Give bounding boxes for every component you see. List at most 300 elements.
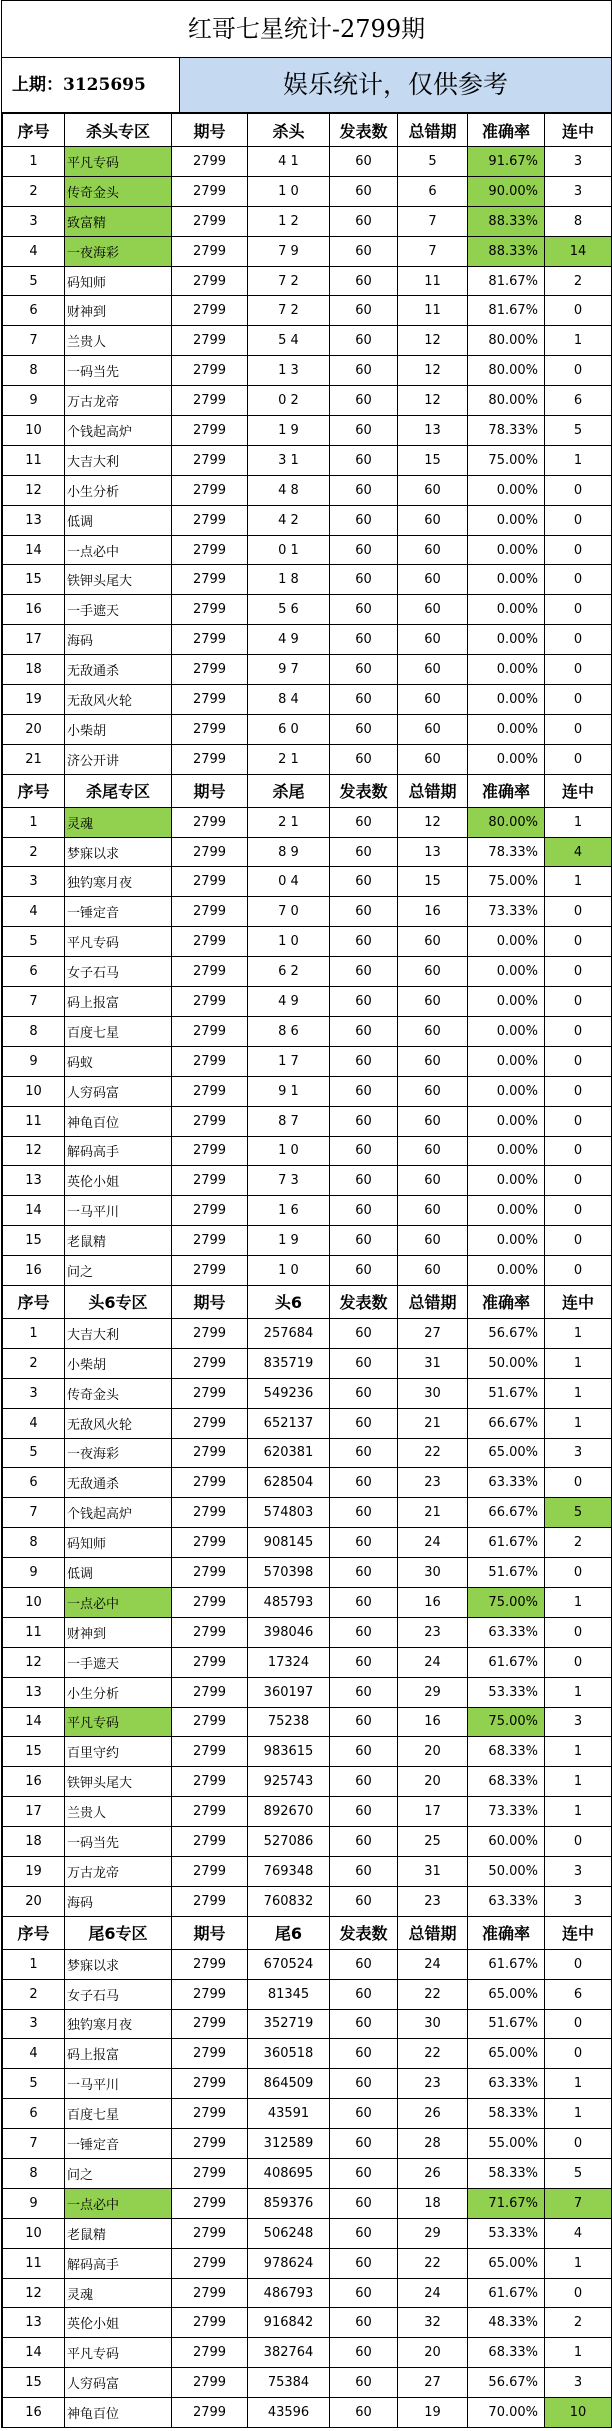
row-index: 11	[3, 1617, 65, 1647]
prediction: 312589	[248, 2129, 330, 2159]
issue-number: 2799	[172, 2398, 248, 2428]
predictor-name: 一点必中	[65, 2188, 172, 2218]
prediction: 75238	[248, 1707, 330, 1737]
prediction: 1 0	[248, 927, 330, 957]
win-streak: 0	[545, 356, 612, 386]
publish-count: 60	[330, 1617, 398, 1647]
win-streak: 0	[545, 957, 612, 987]
accuracy-rate: 0.00%	[468, 1136, 545, 1166]
prediction: 7 3	[248, 1166, 330, 1196]
accuracy-rate: 56.67%	[468, 1318, 545, 1348]
row-index: 16	[3, 1256, 65, 1286]
publish-count: 60	[330, 2368, 398, 2398]
publish-count: 60	[330, 416, 398, 446]
total-miss-count: 26	[398, 2099, 468, 2129]
total-miss-count: 60	[398, 714, 468, 744]
predictor-name: 百度七星	[65, 2099, 172, 2129]
prediction: 1 0	[248, 176, 330, 206]
prediction: 0 2	[248, 386, 330, 416]
win-streak: 1	[545, 2099, 612, 2129]
issue-number: 2799	[172, 807, 248, 837]
issue-number: 2799	[172, 655, 248, 685]
win-streak: 1	[545, 1587, 612, 1617]
win-streak: 0	[545, 1949, 612, 1979]
row-index: 7	[3, 987, 65, 1017]
table-row	[3, 2129, 612, 2159]
publish-count: 60	[330, 2009, 398, 2039]
publish-count: 60	[330, 475, 398, 505]
issue-number: 2799	[172, 1528, 248, 1558]
accuracy-rate: 63.33%	[468, 1886, 545, 1916]
prediction: 5 4	[248, 326, 330, 356]
predictor-name: 码上报富	[65, 987, 172, 1017]
total-miss-count: 60	[398, 1106, 468, 1136]
total-miss-count: 60	[398, 1016, 468, 1046]
publish-count: 60	[330, 1196, 398, 1226]
predictor-name: 低调	[65, 1558, 172, 1588]
row-index: 13	[3, 1677, 65, 1707]
accuracy-rate: 61.67%	[468, 1647, 545, 1677]
accuracy-rate: 75.00%	[468, 1587, 545, 1617]
win-streak: 0	[545, 565, 612, 595]
publish-count: 60	[330, 1256, 398, 1286]
row-index: 11	[3, 445, 65, 475]
accuracy-rate: 78.33%	[468, 416, 545, 446]
prediction: 7 9	[248, 236, 330, 266]
predictor-name: 无敌通杀	[65, 655, 172, 685]
total-miss-count: 20	[398, 1737, 468, 1767]
issue-number: 2799	[172, 326, 248, 356]
accuracy-rate: 80.00%	[468, 807, 545, 837]
table-row	[3, 2278, 612, 2308]
table-row	[3, 176, 612, 206]
column-header: 连中	[545, 1916, 612, 1949]
row-index: 15	[3, 1737, 65, 1767]
publish-count: 60	[330, 356, 398, 386]
predictor-name: 解码高手	[65, 1136, 172, 1166]
predictor-name: 老鼠精	[65, 2218, 172, 2248]
column-header: 总错期	[398, 1285, 468, 1318]
accuracy-rate: 0.00%	[468, 1046, 545, 1076]
accuracy-rate: 73.33%	[468, 897, 545, 927]
accuracy-rate: 0.00%	[468, 1016, 545, 1046]
predictor-name: 神龟百位	[65, 2398, 172, 2428]
win-streak: 0	[545, 2129, 612, 2159]
total-miss-count: 60	[398, 1256, 468, 1286]
table-row	[3, 356, 612, 386]
table-row	[3, 927, 612, 957]
issue-number: 2799	[172, 2278, 248, 2308]
issue-number: 2799	[172, 927, 248, 957]
publish-count: 60	[330, 386, 398, 416]
publish-count: 60	[330, 206, 398, 236]
table-row	[3, 595, 612, 625]
table-row	[3, 206, 612, 236]
total-miss-count: 11	[398, 266, 468, 296]
predictor-name: 女子石马	[65, 1979, 172, 2009]
predictor-name: 码蚁	[65, 1046, 172, 1076]
total-miss-count: 22	[398, 1979, 468, 2009]
row-index: 2	[3, 837, 65, 867]
table-row	[3, 1767, 612, 1797]
issue-number: 2799	[172, 714, 248, 744]
predictor-name: 济公开讲	[65, 744, 172, 774]
issue-number: 2799	[172, 1046, 248, 1076]
predictor-name: 百度七星	[65, 1016, 172, 1046]
column-header: 总错期	[398, 114, 468, 147]
predictor-name: 一点必中	[65, 1587, 172, 1617]
row-index: 12	[3, 1136, 65, 1166]
row-index: 14	[3, 1196, 65, 1226]
accuracy-rate: 0.00%	[468, 1226, 545, 1256]
win-streak: 0	[545, 2278, 612, 2308]
publish-count: 60	[330, 2188, 398, 2218]
accuracy-rate: 80.00%	[468, 356, 545, 386]
table-row	[3, 1016, 612, 1046]
accuracy-rate: 75.00%	[468, 445, 545, 475]
table-row	[3, 1166, 612, 1196]
accuracy-rate: 66.67%	[468, 1408, 545, 1438]
publish-count: 60	[330, 1737, 398, 1767]
win-streak: 3	[545, 1707, 612, 1737]
table-row	[3, 1196, 612, 1226]
predictor-name: 一锤定音	[65, 897, 172, 927]
table-row	[3, 1468, 612, 1498]
predictor-name: 码知师	[65, 266, 172, 296]
total-miss-count: 29	[398, 1677, 468, 1707]
prediction: 859376	[248, 2188, 330, 2218]
accuracy-rate: 58.33%	[468, 2159, 545, 2189]
row-index: 4	[3, 1408, 65, 1438]
row-index: 2	[3, 176, 65, 206]
win-streak: 3	[545, 176, 612, 206]
total-miss-count: 60	[398, 625, 468, 655]
row-index: 8	[3, 356, 65, 386]
table-row	[3, 2308, 612, 2338]
prediction: 360518	[248, 2039, 330, 2069]
accuracy-rate: 88.33%	[468, 206, 545, 236]
prediction: 925743	[248, 1767, 330, 1797]
row-index: 17	[3, 625, 65, 655]
row-index: 19	[3, 1856, 65, 1886]
publish-count: 60	[330, 625, 398, 655]
total-miss-count: 60	[398, 565, 468, 595]
prediction: 4 8	[248, 475, 330, 505]
accuracy-rate: 75.00%	[468, 1707, 545, 1737]
win-streak: 0	[545, 1106, 612, 1136]
accuracy-rate: 90.00%	[468, 176, 545, 206]
predictor-name: 问之	[65, 2159, 172, 2189]
total-miss-count: 20	[398, 2338, 468, 2368]
accuracy-rate: 53.33%	[468, 2218, 545, 2248]
prediction: 892670	[248, 1797, 330, 1827]
total-miss-count: 60	[398, 1046, 468, 1076]
row-index: 6	[3, 1468, 65, 1498]
publish-count: 60	[330, 1438, 398, 1468]
publish-count: 60	[330, 2278, 398, 2308]
section-header-row	[3, 114, 612, 147]
issue-number: 2799	[172, 744, 248, 774]
issue-number: 2799	[172, 2009, 248, 2039]
issue-number: 2799	[172, 1136, 248, 1166]
prediction: 574803	[248, 1498, 330, 1528]
total-miss-count: 22	[398, 1438, 468, 1468]
accuracy-rate: 0.00%	[468, 957, 545, 987]
prediction: 1 6	[248, 1196, 330, 1226]
prediction: 527086	[248, 1827, 330, 1857]
row-index: 10	[3, 1076, 65, 1106]
table-row	[3, 2248, 612, 2278]
prediction: 352719	[248, 2009, 330, 2039]
predictor-name: 财神到	[65, 1617, 172, 1647]
accuracy-rate: 66.67%	[468, 1498, 545, 1528]
win-streak: 0	[545, 927, 612, 957]
prediction: 2 1	[248, 744, 330, 774]
accuracy-rate: 0.00%	[468, 685, 545, 715]
row-index: 16	[3, 595, 65, 625]
table-row	[3, 266, 612, 296]
predictor-name: 平凡专码	[65, 147, 172, 177]
column-header: 准确率	[468, 1285, 545, 1318]
column-header: 发表数	[330, 1285, 398, 1318]
issue-number: 2799	[172, 1856, 248, 1886]
win-streak: 0	[545, 1046, 612, 1076]
issue-number: 2799	[172, 685, 248, 715]
column-header: 尾6	[248, 1916, 330, 1949]
issue-number: 2799	[172, 236, 248, 266]
predictor-name: 一码当先	[65, 356, 172, 386]
win-streak: 0	[545, 685, 612, 715]
accuracy-rate: 75.00%	[468, 867, 545, 897]
accuracy-rate: 71.67%	[468, 2188, 545, 2218]
table-row	[3, 1737, 612, 1767]
accuracy-rate: 70.00%	[468, 2398, 545, 2428]
predictor-name: 百里守约	[65, 1737, 172, 1767]
issue-number: 2799	[172, 1647, 248, 1677]
predictor-name: 一锤定音	[65, 2129, 172, 2159]
issue-number: 2799	[172, 147, 248, 177]
issue-number: 2799	[172, 1737, 248, 1767]
row-index: 18	[3, 655, 65, 685]
table-row	[3, 897, 612, 927]
accuracy-rate: 51.67%	[468, 1378, 545, 1408]
win-streak: 3	[545, 1438, 612, 1468]
column-header: 发表数	[330, 1916, 398, 1949]
accuracy-rate: 80.00%	[468, 386, 545, 416]
issue-number: 2799	[172, 1166, 248, 1196]
row-index: 20	[3, 1886, 65, 1916]
publish-count: 60	[330, 2039, 398, 2069]
row-index: 8	[3, 1528, 65, 1558]
row-index: 1	[3, 147, 65, 177]
table-row	[3, 475, 612, 505]
predictor-name: 万古龙帝	[65, 1856, 172, 1886]
win-streak: 0	[545, 897, 612, 927]
win-streak: 1	[545, 1318, 612, 1348]
prediction: 1 8	[248, 565, 330, 595]
table-row	[3, 535, 612, 565]
issue-number: 2799	[172, 2218, 248, 2248]
total-miss-count: 27	[398, 1318, 468, 1348]
accuracy-rate: 78.33%	[468, 837, 545, 867]
win-streak: 0	[545, 744, 612, 774]
total-miss-count: 26	[398, 2159, 468, 2189]
accuracy-rate: 73.33%	[468, 1797, 545, 1827]
win-streak: 1	[545, 326, 612, 356]
accuracy-rate: 0.00%	[468, 1166, 545, 1196]
total-miss-count: 30	[398, 1378, 468, 1408]
table-row	[3, 1707, 612, 1737]
table-row	[3, 1046, 612, 1076]
row-index: 1	[3, 807, 65, 837]
win-streak: 0	[545, 296, 612, 326]
win-streak: 0	[545, 1076, 612, 1106]
publish-count: 60	[330, 2248, 398, 2278]
total-miss-count: 16	[398, 1587, 468, 1617]
issue-number: 2799	[172, 1196, 248, 1226]
accuracy-rate: 56.67%	[468, 2368, 545, 2398]
publish-count: 60	[330, 296, 398, 326]
predictor-name: 致富精	[65, 206, 172, 236]
table-row	[3, 987, 612, 1017]
publish-count: 60	[330, 744, 398, 774]
table-row	[3, 2188, 612, 2218]
issue-number: 2799	[172, 176, 248, 206]
column-header: 期号	[172, 1285, 248, 1318]
table-row	[3, 1677, 612, 1707]
row-index: 5	[3, 2069, 65, 2099]
predictor-name: 独钓寒月夜	[65, 2009, 172, 2039]
row-index: 4	[3, 2039, 65, 2069]
accuracy-rate: 0.00%	[468, 714, 545, 744]
predictor-name: 平凡专码	[65, 927, 172, 957]
prediction: 549236	[248, 1378, 330, 1408]
prediction: 1 0	[248, 1256, 330, 1286]
table-row	[3, 2159, 612, 2189]
table-row	[3, 714, 612, 744]
issue-number: 2799	[172, 1498, 248, 1528]
win-streak: 0	[545, 987, 612, 1017]
section-header-row	[3, 1285, 612, 1318]
total-miss-count: 60	[398, 655, 468, 685]
prediction: 4 9	[248, 987, 330, 1017]
accuracy-rate: 68.33%	[468, 1737, 545, 1767]
issue-number: 2799	[172, 2308, 248, 2338]
publish-count: 60	[330, 2159, 398, 2189]
table-row	[3, 1587, 612, 1617]
accuracy-rate: 81.67%	[468, 296, 545, 326]
column-header: 连中	[545, 774, 612, 807]
table-row	[3, 1528, 612, 1558]
row-index: 12	[3, 2278, 65, 2308]
predictor-name: 问之	[65, 1256, 172, 1286]
prediction: 570398	[248, 1558, 330, 1588]
publish-count: 60	[330, 1797, 398, 1827]
issue-number: 2799	[172, 1378, 248, 1408]
issue-number: 2799	[172, 296, 248, 326]
row-index: 5	[3, 927, 65, 957]
total-miss-count: 60	[398, 927, 468, 957]
total-miss-count: 12	[398, 386, 468, 416]
total-miss-count: 60	[398, 744, 468, 774]
publish-count: 60	[330, 1498, 398, 1528]
predictor-name: 一手遮天	[65, 595, 172, 625]
table-row	[3, 1318, 612, 1348]
row-index: 11	[3, 2248, 65, 2278]
publish-count: 60	[330, 1949, 398, 1979]
table-row	[3, 1797, 612, 1827]
win-streak: 0	[545, 1196, 612, 1226]
win-streak: 3	[545, 1856, 612, 1886]
prediction: 506248	[248, 2218, 330, 2248]
publish-count: 60	[330, 1767, 398, 1797]
total-miss-count: 23	[398, 1617, 468, 1647]
issue-number: 2799	[172, 565, 248, 595]
accuracy-rate: 48.33%	[468, 2308, 545, 2338]
prediction: 360197	[248, 1677, 330, 1707]
prediction: 0 4	[248, 867, 330, 897]
issue-number: 2799	[172, 2368, 248, 2398]
win-streak: 0	[545, 625, 612, 655]
total-miss-count: 5	[398, 147, 468, 177]
prediction: 1 7	[248, 1046, 330, 1076]
row-index: 7	[3, 1498, 65, 1528]
table-row	[3, 1408, 612, 1438]
table-row	[3, 807, 612, 837]
row-index: 10	[3, 416, 65, 446]
table-row	[3, 1558, 612, 1588]
predictor-name: 人穷码富	[65, 1076, 172, 1106]
column-header: 连中	[545, 114, 612, 147]
total-miss-count: 24	[398, 2278, 468, 2308]
predictor-name: 传奇金头	[65, 1378, 172, 1408]
row-index: 7	[3, 326, 65, 356]
issue-number: 2799	[172, 1767, 248, 1797]
accuracy-rate: 0.00%	[468, 535, 545, 565]
accuracy-rate: 0.00%	[468, 475, 545, 505]
total-miss-count: 30	[398, 2009, 468, 2039]
total-miss-count: 18	[398, 2188, 468, 2218]
table-row	[3, 2009, 612, 2039]
column-header: 期号	[172, 1916, 248, 1949]
total-miss-count: 60	[398, 535, 468, 565]
win-streak: 1	[545, 2338, 612, 2368]
prediction: 7 2	[248, 296, 330, 326]
total-miss-count: 60	[398, 475, 468, 505]
total-miss-count: 23	[398, 1468, 468, 1498]
column-header: 准确率	[468, 1916, 545, 1949]
prediction: 1 9	[248, 416, 330, 446]
win-streak: 0	[545, 1166, 612, 1196]
total-miss-count: 22	[398, 2248, 468, 2278]
prediction: 0 1	[248, 535, 330, 565]
total-miss-count: 12	[398, 356, 468, 386]
table-row	[3, 1136, 612, 1166]
issue-number: 2799	[172, 266, 248, 296]
win-streak: 0	[545, 1558, 612, 1588]
prediction: 835719	[248, 1348, 330, 1378]
win-streak: 0	[545, 535, 612, 565]
win-streak: 0	[545, 655, 612, 685]
publish-count: 60	[330, 1677, 398, 1707]
table-row	[3, 1647, 612, 1677]
predictor-name: 解码高手	[65, 2248, 172, 2278]
issue-number: 2799	[172, 1318, 248, 1348]
issue-number: 2799	[172, 1226, 248, 1256]
publish-count: 60	[330, 1707, 398, 1737]
prediction: 5 6	[248, 595, 330, 625]
prediction: 7 2	[248, 266, 330, 296]
